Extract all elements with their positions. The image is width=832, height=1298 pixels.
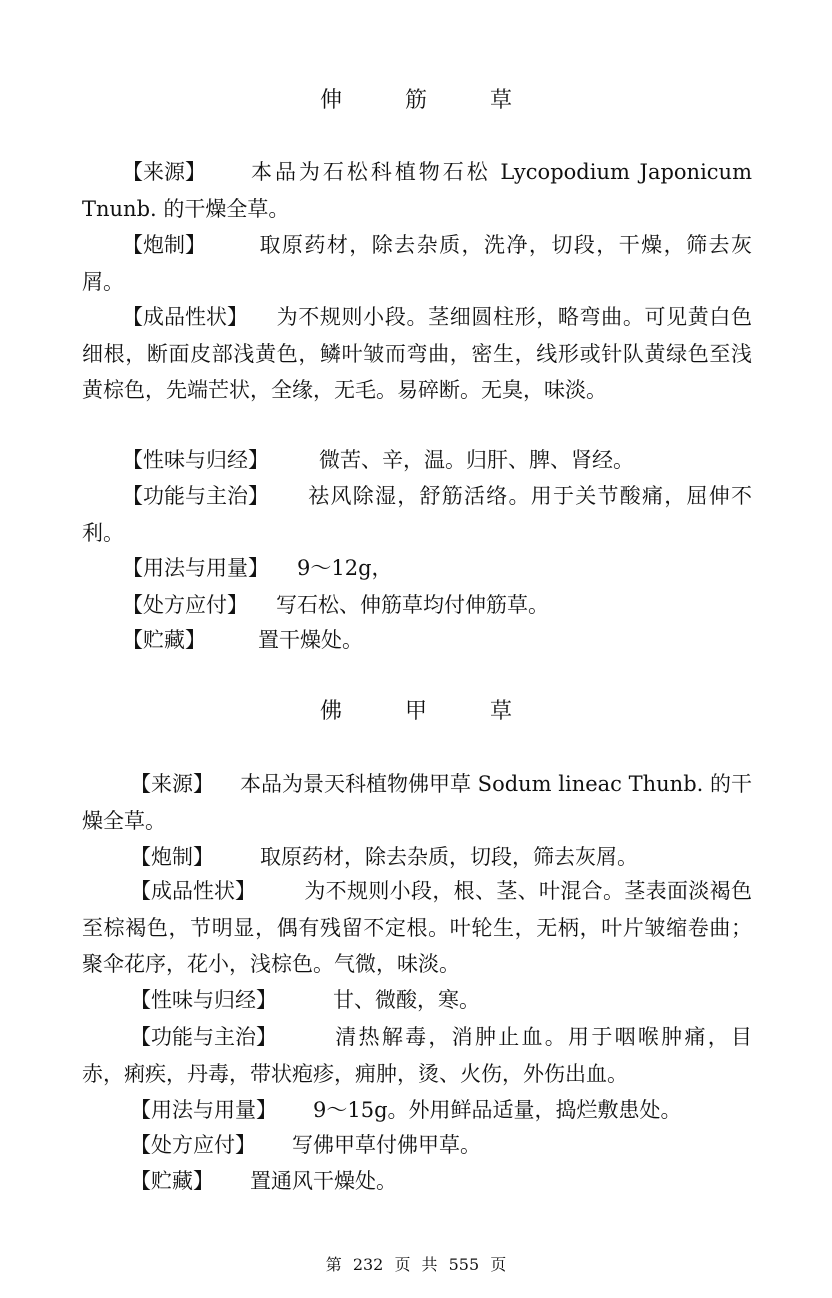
section-label: 【性味与归经】 xyxy=(130,988,277,1012)
section-text: 取原药材，除去杂质，洗净，切段，干燥，筛去灰屑。 xyxy=(82,233,752,294)
section-nature-meridian xyxy=(82,982,752,1019)
section-text: 取原药材，除去杂质，切段，筛去灰屑。 xyxy=(260,845,638,869)
section-label: 【炮制】 xyxy=(130,845,214,869)
section-label: 【成品性状】 xyxy=(122,305,248,329)
section-text: 置干燥处。 xyxy=(258,628,363,652)
section-dosage xyxy=(82,550,752,587)
section-nature-meridian xyxy=(82,442,752,479)
section-source xyxy=(82,766,752,839)
section-text: 为不规则小段，根、茎、叶混合。茎表面淡褐色至棕褐色，节明显，偶有残留不定根。叶轮生，无柄，叶片皱缩卷曲；聚伞花序，花小，浅棕色。气微，味淡。 xyxy=(82,879,752,976)
section-label: 【处方应付】 xyxy=(130,1133,256,1157)
section-text: 清热解毒，消肿止血。用于咽喉肿痛，目赤，痢疾，丹毒，带状疱疹，痈肿，烫、火伤，外伤出血。 xyxy=(82,1025,752,1086)
section-label: 【成品性状】 xyxy=(130,879,256,903)
section-text: 写石松、伸筋草均付伸筋草。 xyxy=(276,593,549,617)
section-appearance xyxy=(82,299,752,409)
section-text: 微苦、辛，温。归肝、脾、肾经。 xyxy=(319,448,634,472)
section-text: 写佛甲草付佛甲草。 xyxy=(292,1133,481,1157)
section-text: 置通风干燥处。 xyxy=(250,1169,397,1193)
section-label: 【贮藏】 xyxy=(130,1169,214,1193)
section-label: 【功能与主治】 xyxy=(130,1025,277,1049)
section-label: 【功能与主治】 xyxy=(122,484,269,508)
section-source xyxy=(82,154,752,227)
section-label: 【来源】 xyxy=(130,772,214,796)
section-label: 【处方应付】 xyxy=(122,593,248,617)
section-label: 【炮制】 xyxy=(122,233,206,257)
section-text: 为不规则小段。茎细圆柱形，略弯曲。可见黄白色细根，断面皮部浅黄色，鳞叶皱而弯曲，密生，线形或针队黄绿色至浅黄棕色，先端芒状，全缘，无毛。易碎断。无臭，味淡。 xyxy=(82,305,752,402)
section-text: 甘、微酸，寒。 xyxy=(333,988,480,1012)
section-text: 本品为景天科植物佛甲草 Sodum lineac Thunb. 的干燥全草。 xyxy=(82,772,752,833)
section-text: 9～15g。外用鲜品适量，捣烂敷患处。 xyxy=(313,1098,682,1122)
page-number-footer: 第 232 页 共 555 页 xyxy=(325,1255,507,1274)
section-storage xyxy=(82,1163,752,1200)
entry-title: 佛 甲 草 xyxy=(320,699,540,724)
section-dosage xyxy=(82,1092,752,1129)
section-function xyxy=(82,478,752,551)
section-appearance xyxy=(82,873,752,983)
section-label: 【用法与用量】 xyxy=(122,556,269,580)
section-label: 【性味与归经】 xyxy=(122,448,269,472)
section-processing xyxy=(82,839,752,876)
section-prescription xyxy=(82,1127,752,1164)
section-storage xyxy=(82,622,752,659)
section-label: 【贮藏】 xyxy=(122,628,206,652)
section-text: 本品为石松科植物石松 Lycopodium Japonicum Tnunb. 的干燥全草。 xyxy=(82,160,752,221)
entry-title: 伸 筋 草 xyxy=(320,88,540,113)
section-label: 【来源】 xyxy=(122,160,206,184)
section-label: 【用法与用量】 xyxy=(130,1098,277,1122)
section-processing xyxy=(82,227,752,300)
section-text: 9～12g， xyxy=(297,556,393,580)
section-text: 祛风除湿，舒筋活络。用于关节酸痛，屈伸不利。 xyxy=(82,484,752,545)
section-function xyxy=(82,1019,752,1092)
section-prescription xyxy=(82,587,752,624)
